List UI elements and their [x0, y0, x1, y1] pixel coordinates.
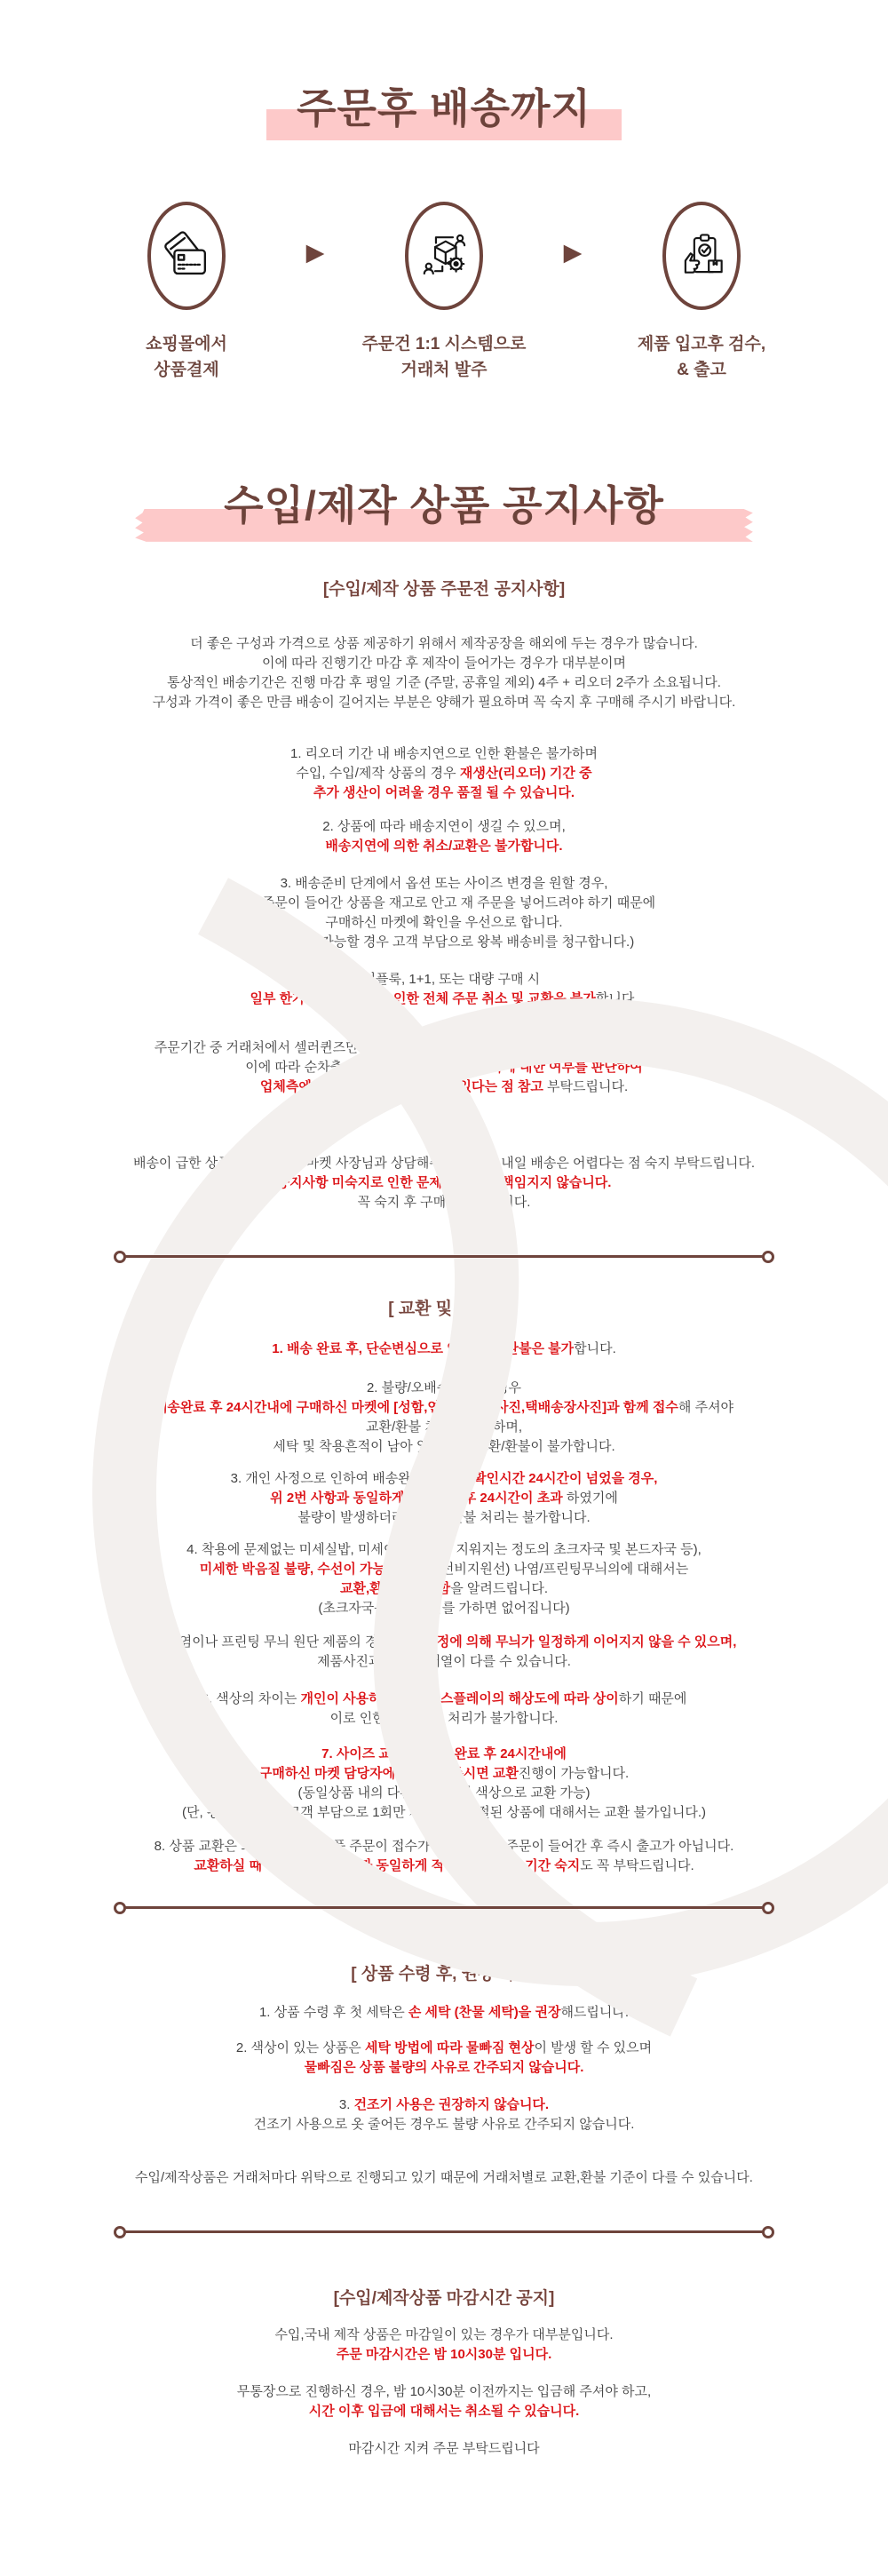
emphasis-red-text: 시간 이후 입금에 대해서는 취소될 수 있습니다.	[308, 2403, 580, 2419]
body-text: 2. 불량/오배송 상품의 경우	[366, 1379, 522, 1395]
section-divider	[114, 1901, 774, 1914]
text-line	[18, 2003, 870, 2023]
body-text: (단, 왕복배송비는 고객 부담으로 1회만 가능하며 품절된 상품에 대해서는 교환 불가입니다.)	[182, 1804, 706, 1820]
text-line	[18, 933, 870, 952]
text-line	[18, 783, 870, 803]
body-text: 건조기 사용으로 옷 줄어든 경우도 불량 사유로 간주되지 않습니다.	[253, 2116, 635, 2132]
text-line	[18, 2382, 870, 2402]
body-text: 이에 따라 순차출고로	[245, 1059, 373, 1075]
step-label: 주문건 1:1 시스템으로 거래처 발주	[361, 334, 527, 379]
text-block	[18, 1690, 870, 1729]
body-text: 통상적인 배송기간은 진행 마감 후 평일 기준 (주말, 공휴일 제외) 4주 + 리오더 2주가 소요됩니다.	[167, 674, 721, 690]
text-block	[18, 744, 870, 803]
text-block	[18, 1340, 870, 1359]
body-text: 해드립니다.	[560, 2004, 630, 2020]
notice-body	[18, 579, 870, 2459]
emphasis-red-text: 교환하실 때 배송기간이 이전과 동일하게 적용되므로 배송기간 숙지	[194, 1857, 581, 1873]
text-line	[18, 817, 870, 837]
body-text: 합니다.	[574, 1340, 616, 1356]
emphasis-red-text: 추가 생산이 어려울 경우 품절 될 수 있습니다.	[313, 784, 575, 800]
text-line	[18, 970, 870, 990]
text-line	[18, 1856, 870, 1876]
text-line	[18, 913, 870, 933]
step-inspection	[591, 202, 813, 383]
body-text: 이에 따라 진행기간 마감 후 제작이 들어가는 경우가 대부분이며	[261, 655, 627, 671]
body-text: 구매하신 마켓에 확인을 우선으로 합니다.	[325, 914, 563, 930]
notice-title: 수입/제작 상품 공지사항	[224, 482, 664, 529]
text-block	[18, 634, 870, 712]
section-heading: [ 상품 수령 후, 권장 사항]	[351, 1964, 537, 1984]
body-text: 4. 착용에 문제없는 미세실밥, 미세이염(세탁시 지워지는 정도의 초크자국 및 본드자국 등),	[186, 1541, 702, 1557]
text-line	[18, 2115, 870, 2135]
body-text: 수입/제작상품은 거래처마다 위탁으로 진행되고 있기 때문에 거래처별로 교환,환불 기준이 다를 수 있습니다.	[135, 2169, 753, 2185]
text-line	[18, 1579, 870, 1599]
text-line	[18, 837, 870, 856]
text-line	[18, 1173, 870, 1193]
body-text: (동일상품 내의 다른 사이즈 및 색상으로 교환 가능)	[297, 1785, 591, 1801]
emphasis-red-text: 구매하신 마켓 담당자에게 접수해주시면 교환	[258, 1765, 519, 1781]
body-text: 이 발생 할 수 있으며	[534, 2039, 653, 2055]
text-block	[18, 1379, 870, 1457]
emphasis-red-text: 일부 한가지 상품 품절로 인한 전체 주문 취소 및 교환은 불가	[250, 990, 596, 1006]
emphasis-red-text: 위 2번 사항과 동일하게 배송완료 후 24시간이 초과	[270, 1490, 567, 1506]
text-line	[18, 654, 870, 673]
body-text: 5. 나염이나 프린팅 무늬 원단 제품의 경우	[151, 1634, 395, 1650]
emphasis-red-text: 교환,환불이 불가함	[339, 1580, 451, 1596]
step-order-system	[333, 202, 555, 383]
emphasis-red-text: 상품 공정에 의해 무늬가 일정하게 이어지지 않을 수 있으며,	[394, 1634, 737, 1650]
body-text: 주문기간 중 거래처에서 셀러퀸즈만 거래를 하는 것이 아닌 전국 아동복 매장에 주문을 받고 있습니다.	[154, 1039, 734, 1055]
text-block	[18, 970, 870, 1009]
text-line	[18, 1077, 870, 1097]
body-text: (수선비지원선) 나염/프린팅무늬의에 대해서는	[424, 1561, 689, 1577]
emphasis-red-text: 개인이 사용하는 화면 디스플레이의 해상도에 따라 상이	[300, 1690, 619, 1706]
text-line	[18, 1599, 870, 1618]
text-line	[18, 744, 870, 764]
emphasis-red-text: 주문 기간 중 추가 제작에 대한 여부를 판단하여	[372, 1059, 643, 1075]
step-label: 제품 입고후 검수, & 출고	[637, 334, 766, 379]
emphasis-red-text: 공지사항 미숙지로 인한 문제가 발생시 책임지지 않습니다.	[276, 1174, 612, 1190]
emphasis-red-text: 업체측에서 품절 공지를 내릴 수도 있다는 점 참고	[259, 1078, 548, 1094]
section-heading: [수입/제작상품 마감시간 공지]	[333, 2288, 555, 2308]
text-line	[18, 1540, 870, 1560]
section-heading: [ 교환 및 환불 ]	[388, 1299, 500, 1318]
text-line	[18, 634, 870, 654]
text-block	[18, 1540, 870, 1618]
emphasis-red-text: 1. 배송 완료 후, 단순변심으로 인한 취소/환불은 불가	[272, 1340, 575, 1356]
page-title: 주문후 배송까지	[297, 85, 591, 132]
body-text: 합니다.	[595, 990, 638, 1006]
body-text: 을 알려드립니다.	[450, 1580, 549, 1596]
body-text: (단, 변경이 가능할 경우 고객 부담으로 왕복 배송비를 청구합니다.)	[253, 934, 635, 950]
body-text: 세탁 및 착용흔적이 남아 있을 경우 교환/환불이 불가합니다.	[273, 1438, 615, 1454]
text-block	[18, 2039, 870, 2078]
notice-title-section	[0, 482, 888, 529]
body-text: 하였기에	[566, 1490, 618, 1506]
text-block	[18, 1633, 870, 1672]
emphasis-red-text: 택배 확인시간 24시간이 넘었을 경우,	[444, 1470, 658, 1486]
text-line	[18, 874, 870, 894]
divider-end-ring	[114, 2226, 126, 2238]
hero-section	[0, 85, 888, 132]
text-line	[18, 1745, 870, 1764]
body-text: 배송이 급한 상품은 미리 담당 마켓 사장님과 상담해주시고 당장 내일 배송은 어렵다는 점 숙지 부탁드립니다.	[132, 1155, 756, 1171]
text-line	[18, 1437, 870, 1457]
body-text: 2. 색상이 있는 상품은	[235, 2039, 365, 2055]
emphasis-red-text: 세탁 방법에 따라 물빠짐 현상	[364, 2039, 535, 2055]
text-line	[18, 1038, 870, 1058]
emphasis-red-text: 미세한 박음질 불량, 수선이 가능한상품	[199, 1561, 424, 1577]
text-line	[18, 1764, 870, 1784]
text-line	[18, 1560, 870, 1579]
text-block	[18, 1154, 870, 1212]
emphasis-red-text: 배송완료 후 24시간내에 구매하신 마켓에 [성함,연락처,상품사진,택배송장사진]과 함께 접수	[154, 1399, 678, 1415]
emphasis-red-text: 주문 마감시간은 밤 10시30분 입니다.	[336, 2346, 552, 2362]
body-text: 수입, 수입/제작 상품의 경우	[296, 765, 460, 781]
emphasis-red-text: 재생산(리오더) 기간 중	[459, 765, 592, 781]
body-text: 하기 때문에	[618, 1690, 687, 1706]
body-text: 수입,국내 제작 상품은 마감일이 있는 경우가 대부분입니다.	[274, 2326, 614, 2342]
body-text: 무통장으로 진행하신 경우, 밤 10시30분 이전까지는 입금해 주셔야 하고,	[236, 2383, 652, 2399]
text-line	[18, 1709, 870, 1729]
text-line	[18, 990, 870, 1009]
body-text: 제품사진과 무늬의 배열이 다를 수 있습니다.	[317, 1653, 571, 1669]
body-text: 8. 상품 교환은 회수 후, 교환 상품 주문이 접수가 되기 때문에 주문이 들어간 후 즉시 출고가 아닙니다.	[154, 1838, 734, 1854]
text-line	[18, 2095, 870, 2115]
text-block	[18, 2095, 870, 2135]
text-line	[18, 1398, 870, 1418]
body-text: 진행이 가능합니다.	[518, 1765, 630, 1781]
text-line	[18, 1058, 870, 1077]
text-line	[18, 1633, 870, 1652]
section-heading: [수입/제작 상품 주문전 공지사항]	[322, 579, 566, 599]
text-block	[18, 1837, 870, 1876]
order-system-icon	[418, 230, 470, 282]
text-block	[18, 1745, 870, 1823]
text-block	[18, 2003, 870, 2023]
inspection-shipping-icon	[676, 230, 727, 282]
text-line	[18, 1489, 870, 1508]
divider-end-ring	[114, 1902, 126, 1914]
text-line	[18, 2402, 870, 2421]
text-line	[18, 1784, 870, 1803]
text-line	[18, 1837, 870, 1856]
body-text: 3. 개인 사정으로 인하여 배송완료 후	[230, 1470, 444, 1486]
text-block	[18, 2439, 870, 2459]
text-line	[18, 2345, 870, 2365]
text-line	[18, 2058, 870, 2078]
body-text: (초크자국은 드라이기를 가하면 없어집니다)	[318, 1600, 570, 1616]
body-text: 4. 커플룩, 1+1, 또는 대량 구매 시	[347, 971, 541, 987]
text-line	[18, 2439, 870, 2459]
step-payment	[75, 202, 297, 383]
step-circle	[147, 202, 226, 310]
text-block	[18, 2168, 870, 2188]
divider-end-ring	[762, 1902, 774, 1914]
text-line	[18, 1803, 870, 1823]
body-text: 부탁드립니다.	[547, 1078, 629, 1094]
text-line	[18, 2326, 870, 2345]
emphasis-red-text: 7. 사이즈 교환 시, 배송완료 후 24시간내에	[321, 1745, 567, 1761]
text-line	[18, 2168, 870, 2188]
body-text: 2. 상품에 따라 배송지연이 생길 수 있으며,	[322, 818, 566, 834]
body-text: 3. 배송준비 단계에서 옵션 또는 사이즈 변경을 원할 경우,	[280, 875, 608, 891]
body-text: 꼭 숙지 후 구매 부탁드립니다.	[357, 1194, 531, 1210]
body-text: 불량이 발생하더라도 교환/환불 처리는 불가합니다.	[297, 1509, 591, 1525]
step-label: 쇼핑몰에서 상품결제	[146, 334, 227, 379]
text-block	[18, 817, 870, 856]
text-line	[18, 1690, 870, 1709]
step-circle	[662, 202, 741, 310]
divider-end-ring	[762, 1251, 774, 1263]
body-text: 1. 리오더 기간 내 배송지연으로 인한 환불은 불가하며	[290, 745, 598, 761]
body-text: 구성과 가격이 좋은 만큼 배송이 길어지는 부분은 양해가 필요하며 꼭 숙지 후 구매해 주시기 바랍니다.	[152, 694, 736, 710]
section-divider	[114, 1250, 774, 1263]
right-arrow-icon: ▶	[305, 238, 325, 266]
text-block	[18, 874, 870, 952]
text-block	[18, 2326, 870, 2365]
text-line	[18, 1508, 870, 1528]
text-line	[18, 1340, 870, 1359]
emphasis-red-text: 손 세탁 (찬물 세탁)을 권장	[408, 2004, 561, 2020]
body-text: 교환/환불 처리가 가능하며,	[365, 1419, 523, 1435]
emphasis-red-text: 배송지연에 의한 취소/교환은 불가합니다.	[325, 838, 563, 854]
divider-end-ring	[762, 2226, 774, 2238]
body-text: 해 주셔야	[678, 1399, 734, 1415]
text-line	[18, 2039, 870, 2058]
order-process-steps	[0, 202, 888, 383]
section-divider	[114, 2225, 774, 2238]
text-line	[18, 1154, 870, 1173]
credit-card-icon	[161, 230, 212, 282]
emphasis-red-text: 건조기 사용은 권장하지 않습니다.	[353, 2096, 550, 2112]
text-line	[18, 673, 870, 693]
text-line	[18, 764, 870, 783]
text-line	[18, 894, 870, 913]
text-line	[18, 1379, 870, 1398]
body-text: 마감시간 지켜 주문 부탁드립니다	[348, 2440, 540, 2456]
body-text: 3.	[338, 2096, 354, 2112]
body-text: 이미 주문이 들어간 상품을 재고로 안고 재 주문을 넣어드려야 하기 때문에	[232, 894, 656, 910]
text-block	[18, 1038, 870, 1097]
emphasis-red-text: 물빠짐은 상품 불량의 사유로 간주되지 않습니다.	[304, 2059, 584, 2075]
text-line	[18, 1418, 870, 1437]
body-text: 더 좋은 구성과 가격으로 상품 제공하기 위해서 제작공장을 해외에 두는 경우가 많습니다.	[190, 635, 698, 651]
text-line	[18, 1652, 870, 1672]
body-text: 도 꼭 부탁드립니다.	[580, 1857, 694, 1873]
text-line	[18, 693, 870, 712]
body-text: 6. 색상의 차이는	[201, 1690, 301, 1706]
text-line	[18, 1193, 870, 1212]
body-text: 1. 상품 수령 후 첫 세탁은	[258, 2004, 408, 2020]
step-circle	[405, 202, 483, 310]
body-text: 이로 인한 교환,환불 처리가 불가합니다.	[329, 1710, 559, 1726]
right-arrow-icon: ▶	[563, 238, 583, 266]
text-block	[18, 2382, 870, 2421]
divider-end-ring	[114, 1251, 126, 1263]
text-block	[18, 1469, 870, 1528]
text-line	[18, 1469, 870, 1489]
